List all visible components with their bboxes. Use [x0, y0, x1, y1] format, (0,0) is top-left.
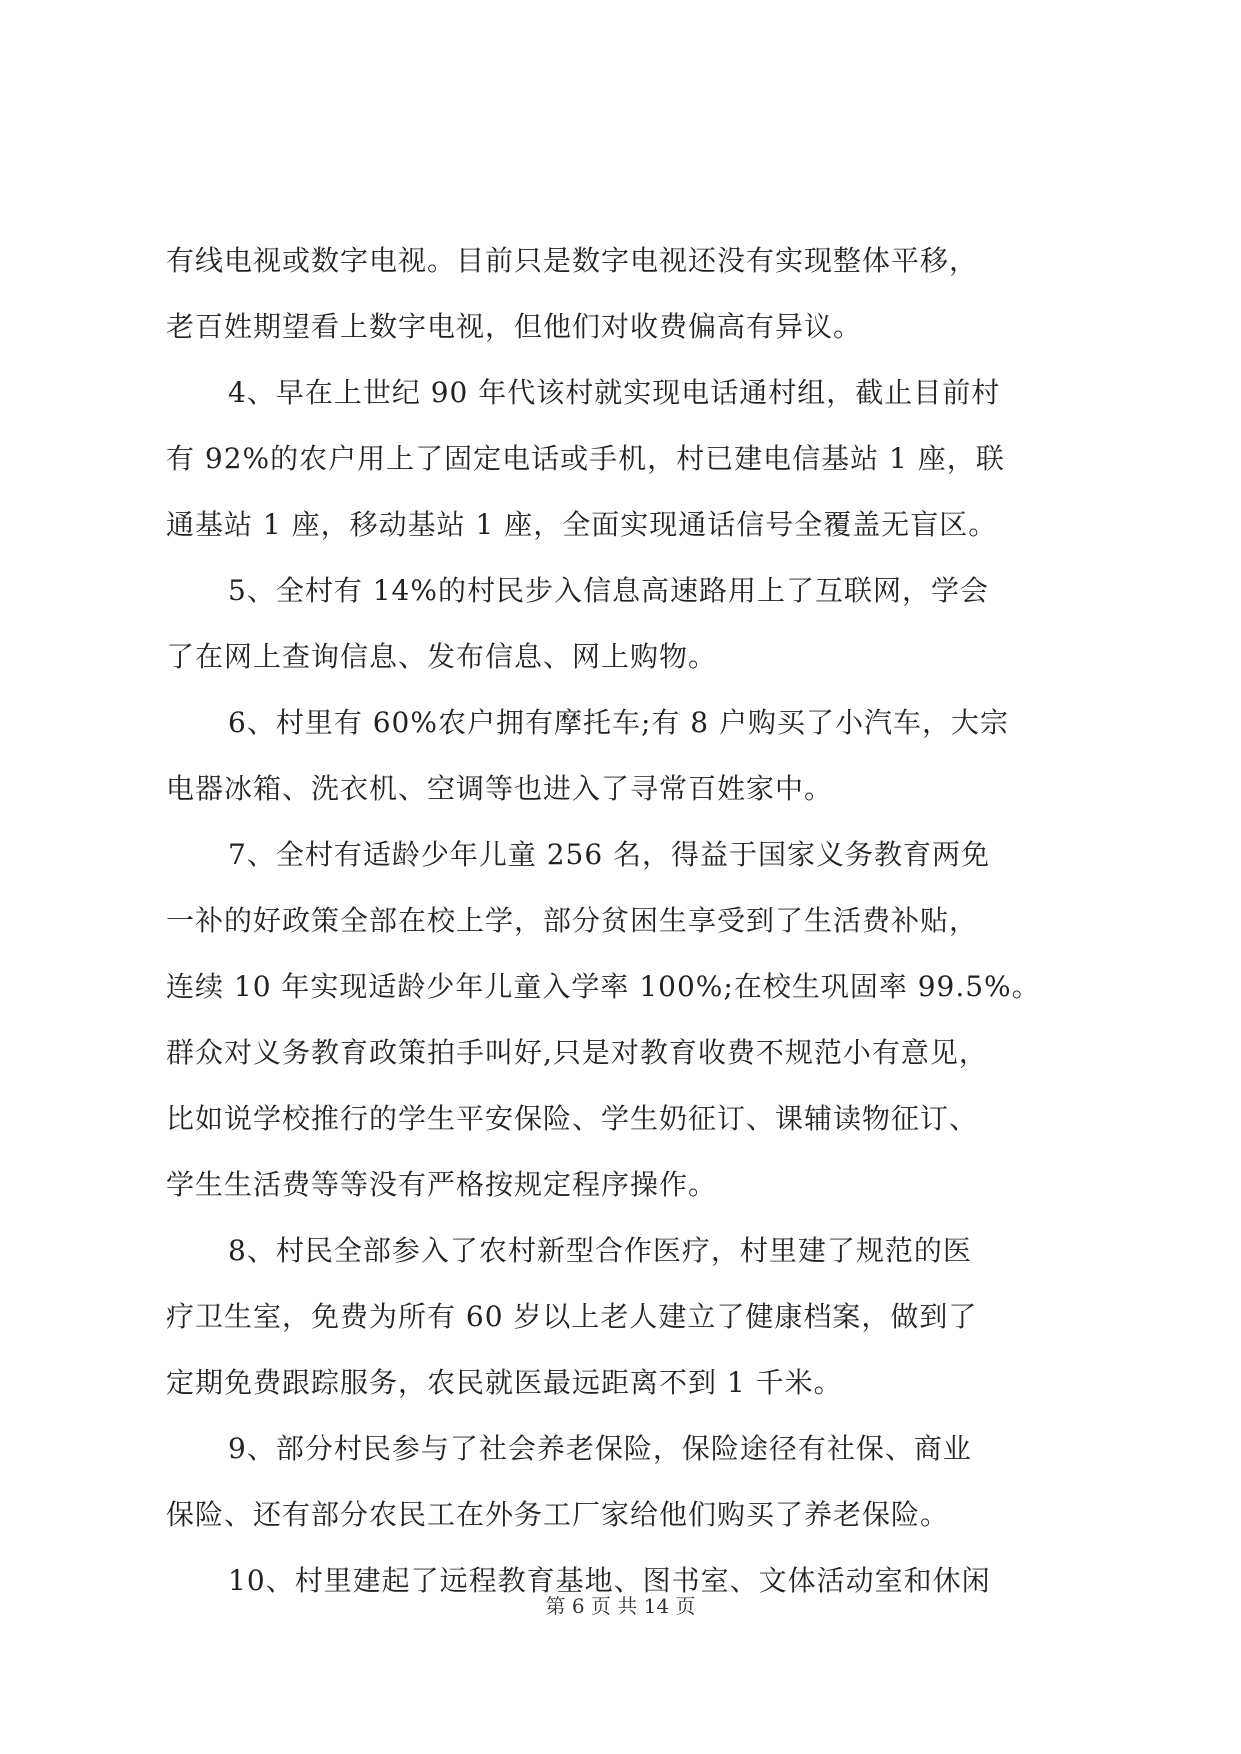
text-line: 8、村民全部参入了农村新型合作医疗，村里建了规范的医: [228, 1234, 972, 1267]
page-number: 第 6 页 共 14 页: [545, 1594, 696, 1618]
text-line: 老百姓期望看上数字电视，但他们对收费偏高有异议。: [166, 310, 863, 343]
text-line: 9、部分村民参与了社会养老保险，保险途径有社保、商业: [228, 1432, 972, 1465]
text-line: 通基站 1 座，移动基站 1 座，全面实现通话信号全覆盖无盲区。: [166, 508, 998, 541]
text-line: 电器冰箱、洗衣机、空调等也进入了寻常百姓家中。: [166, 772, 834, 805]
text-line: 10、村里建起了远程教育基地、图书室、文体活动室和休闲: [228, 1564, 991, 1597]
text-line: 一补的好政策全部在校上学，部分贫困生享受到了生活费补贴，: [166, 904, 979, 937]
text-line: 疗卫生室，免费为所有 60 岁以上老人建立了健康档案，做到了: [166, 1300, 978, 1333]
text-line: 了在网上查询信息、发布信息、网上购物。: [166, 640, 718, 673]
text-line: 群众对义务教育政策拍手叫好,只是对教育收费不规范小有意见，: [166, 1036, 988, 1069]
text-line: 4、早在上世纪 90 年代该村就实现电话通村组，截止目前村: [228, 376, 1001, 409]
text-line: 6、村里有 60%农户拥有摩托车;有 8 户购买了小汽车，大宗: [228, 706, 1010, 739]
page-footer: [0, 1590, 1241, 1619]
text-line: 5、全村有 14%的村民步入信息高速路用上了互联网，学会: [228, 574, 989, 607]
text-line: 有 92%的农户用上了固定电话或手机，村已建电信基站 1 座，联: [166, 442, 1005, 475]
document-body: [166, 228, 1076, 1614]
text-line: 连续 10 年实现适龄少年儿童入学率 100%;在校生巩固率 99.5%。: [166, 970, 1041, 1003]
text-line: 保险、还有部分农民工在外务工厂家给他们购买了养老保险。: [166, 1498, 950, 1531]
text-line: 比如说学校推行的学生平安保险、学生奶征订、课辅读物征订、: [166, 1102, 979, 1135]
text-line: 定期免费跟踪服务，农民就医最远距离不到 1 千米。: [166, 1366, 843, 1399]
text-line: 学生生活费等等没有严格按规定程序操作。: [166, 1168, 718, 1201]
text-line: 有线电视或数字电视。目前只是数字电视还没有实现整体平移，: [166, 244, 979, 277]
text-line: 7、全村有适龄少年儿童 256 名，得益于国家义务教育两免: [228, 838, 991, 871]
